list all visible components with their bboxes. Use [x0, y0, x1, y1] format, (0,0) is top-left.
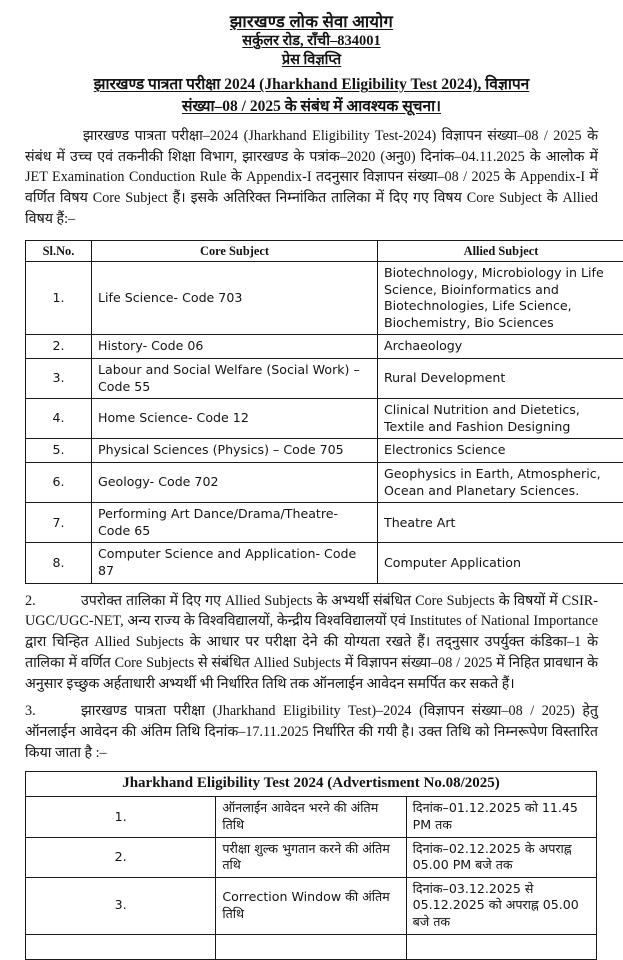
paragraph-2 [25, 591, 598, 695]
cell-slno: 2. [26, 837, 216, 877]
table-row [26, 358, 623, 398]
header-address-line [25, 32, 598, 51]
column-header-slno: Sl.No. [26, 240, 92, 261]
header-notice-title-line2: संख्या–08 / 2025 के संबंध में आवश्यक सूचना। [182, 98, 441, 115]
cell-allied-subject: Electronics Science [378, 439, 623, 463]
header-address-text: सर्कुलर रोड, राँची–834001 [242, 32, 380, 51]
table-row [26, 837, 597, 877]
paragraph-3-number: 3. [25, 701, 81, 722]
paragraph-2-text: उपरोक्त तालिका में दिए गए Allied Subjects के अभ्यर्थी संबंधित Core Subjects के विषयों में CSIR-UGC/UGC-NET, अन्य राज्य के विश्वविद्यालयों, केन्द्रीय विश्वविद्यालयों एवं Institutes of National Importance द्वारा चिन्हित Allied Subjects के आधार पर परीक्षा देने की योग्यता रखते हैं। तद्नुसार उपर्युक्त कंडिका–1 के तालिका में वर्णित Core Subjects से संबंधित Allied Subjects में विज्ञापन संख्या–08 / 2025 में निहित प्रावधान के अनुसार इच्छुक अर्हताधारी अभ्यर्थी भी निर्धारित तिथि तक ऑनलाईन आवेदन समर्पित कर सकते हैं। [25, 593, 598, 692]
cell-schedule-label [216, 934, 406, 959]
table-row [26, 439, 623, 463]
cell-slno: 3. [26, 358, 92, 398]
cell-core-subject: Geology- Code 702 [92, 463, 378, 503]
cell-allied-subject: Archaeology [378, 335, 623, 359]
table-row [26, 543, 623, 583]
header-organization-text: झारखण्ड लोक सेवा आयोग [230, 11, 393, 32]
table-row [26, 877, 597, 934]
paragraph-3 [25, 701, 598, 763]
cell-slno [26, 934, 216, 959]
table-row [26, 261, 623, 334]
header-notice-title [25, 74, 598, 117]
cell-slno: 8. [26, 543, 92, 583]
table-header-row [26, 240, 623, 261]
paragraph-2-number: 2. [25, 591, 81, 612]
cell-schedule-value [406, 934, 596, 959]
cell-core-subject: Performing Art Dance/Drama/Theatre- Code 65 [92, 503, 378, 543]
cell-core-subject: Life Science- Code 703 [92, 261, 378, 334]
intro-paragraph: झारखण्ड पात्रता परीक्षा–2024 (Jharkhand Eligibility Test-2024) विज्ञापन संख्या–08 / 2025 के संबंध में उच्च एवं तकनीकी शिक्षा विभाग, झारखण्ड के पत्रांक–2020 (अनु0) दिनांक–04.11.2025 के आलोक में JET Examination Conduction Rule के Appendix-I तदनुसार विज्ञापन संख्या–08 / 2025 के Appendix-I में वर्णित विषय Core Subject हैं। इसके अतिरिक्त निम्नांकित तालिका में दिए गए विषय Core Subject के Allied विषय हैं:– [25, 126, 598, 230]
table-row [26, 934, 597, 959]
cell-schedule-value: दिनांक–01.12.2025 को 11.45 PM तक [406, 797, 596, 837]
cell-slno: 1. [26, 261, 92, 334]
cell-allied-subject: Computer Application [378, 543, 623, 583]
column-header-allied-subject: Allied Subject [378, 240, 623, 261]
cell-allied-subject: Rural Development [378, 358, 623, 398]
cell-core-subject: Computer Science and Application- Code 87 [92, 543, 378, 583]
table-row [26, 335, 623, 359]
cell-schedule-value: दिनांक–02.12.2025 के अपराह्न 05.00 PM बजे तक [406, 837, 596, 877]
cell-core-subject: History- Code 06 [92, 335, 378, 359]
cell-slno: 7. [26, 503, 92, 543]
cell-slno: 6. [26, 463, 92, 503]
document-header [25, 0, 598, 117]
table-row [26, 797, 597, 837]
cell-core-subject: Labour and Social Welfare (Social Work) – Code 55 [92, 358, 378, 398]
header-organization-line [25, 0, 598, 32]
cell-core-subject: Physical Sciences (Physics) – Code 705 [92, 439, 378, 463]
schedule-table-title: Jharkhand Eligibility Test 2024 (Advertisment No.08/2025) [26, 771, 597, 797]
cell-slno: 3. [26, 877, 216, 934]
cell-allied-subject: Clinical Nutrition and Dietetics, Textile and Fashion Designing [378, 399, 623, 439]
cell-schedule-value: दिनांक–03.12.2025 से 05.12.2025 को अपराह्न 05.00 बजे तक [406, 877, 596, 934]
header-press-release-text: प्रेस विज्ञप्ति [282, 51, 341, 70]
allied-subject-table [25, 240, 623, 584]
header-notice-title-line1: झारखण्ड पात्रता परीक्षा 2024 (Jharkhand Eligibility Test 2024), विज्ञापन [94, 76, 530, 93]
table-row [26, 399, 623, 439]
column-header-core-subject: Core Subject [92, 240, 378, 261]
header-press-release-line [25, 51, 598, 70]
cell-slno: 5. [26, 439, 92, 463]
table-row [26, 463, 623, 503]
cell-schedule-label: परीक्षा शुल्क भुगतान करने की अंतिम तथि [216, 837, 406, 877]
paragraph-3-text: झारखण्ड पात्रता परीक्षा (Jharkhand Eligibility Test)–2024 (विज्ञापन संख्या–08 / 2025) हेतु ऑनलाईन आवेदन की अंतिम तिथि दिनांक–17.11.2025 निर्धारित की गयी है। उक्त तिथि को निम्नरूपेण विस्तारित किया जाता है :– [25, 703, 598, 760]
cell-allied-subject: Theatre Art [378, 503, 623, 543]
schedule-table [25, 771, 597, 960]
cell-slno: 1. [26, 797, 216, 837]
table-row [26, 503, 623, 543]
cell-core-subject: Home Science- Code 12 [92, 399, 378, 439]
cell-allied-subject: Geophysics in Earth, Atmospheric, Ocean and Planetary Sciences. [378, 463, 623, 503]
cell-schedule-label: ऑनलाईन आवेदन भरने की अंतिम तिथि [216, 797, 406, 837]
cell-schedule-label: Correction Window की अंतिम तिथि [216, 877, 406, 934]
cell-slno: 4. [26, 399, 92, 439]
cell-allied-subject: Biotechnology, Microbiology in Life Science, Bioinformatics and Biotechnologies, Life Science, Biochemistry, Bio Sciences [378, 261, 623, 334]
cell-slno: 2. [26, 335, 92, 359]
schedule-title-row [26, 771, 597, 797]
